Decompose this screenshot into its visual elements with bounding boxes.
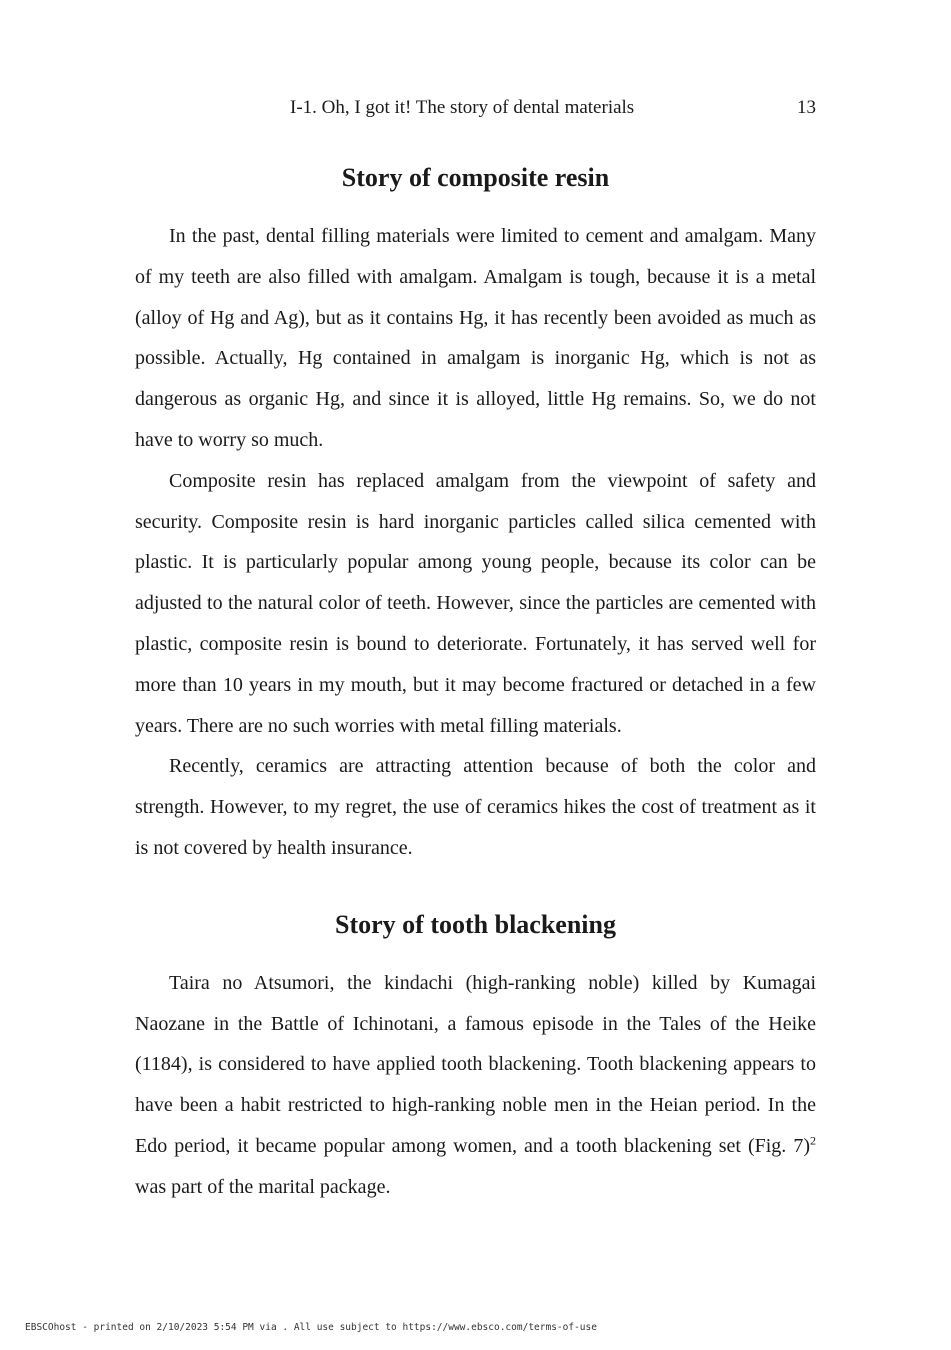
paragraph-text: Taira no Atsumori, the kindachi (high-ranking noble) killed by Kumagai Naozane in the Battle of Ichinotani, a famous episode in the Tales of the Heike (1184), is considered to have applied tooth blackening. Tooth blackening appears to have been a habit restricted to high-ranking noble men in the Heian period. In the Edo period, it became popular among women, and a tooth blackening set (Fig. 7) [135, 971, 816, 1157]
paragraph: Recently, ceramics are attracting attention because of both the color and strength. However, to my regret, the use of ceramics hikes the cost of treatment as it is not covered by health insurance. [135, 755, 816, 859]
ebsco-footer-note: EBSCOhost - printed on 2/10/2023 5:54 PM via . All use subject to https://www.ebsco.com/terms-of-use [25, 1322, 597, 1333]
section-heading-composite-resin: Story of composite resin [341, 163, 610, 192]
page-body [135, 158, 816, 1208]
paragraph [135, 963, 816, 1208]
paragraph: Composite resin has replaced amalgam from the viewpoint of safety and security. Composite resin is hard inorganic particles called silica cemented with plastic. It is particularly popular among young people, because its color can be adjusted to the natural color of teeth. However, since the particles are cemented with plastic, composite resin is bound to deteriorate. Fortunately, it has served well for more than 10 years in my mouth, but it may become fractured or detached in a few years. There are no such worries with metal filling materials. [135, 469, 816, 737]
reference-superscript: 2 [810, 1133, 816, 1148]
running-header [135, 97, 816, 123]
page-number: 13 [797, 97, 816, 118]
running-title: I-1. Oh, I got it! The story of dental materials [290, 97, 635, 118]
paragraph: In the past, dental filling materials were limited to cement and amalgam. Many of my teeth are also filled with amalgam. Amalgam is tough, because it is a metal (alloy of Hg and Ag), but as it contains Hg, it has recently been avoided as much as possible. Actually, Hg contained in amalgam is inorganic Hg, which is not as dangerous as organic Hg, and since it is alloyed, little Hg remains. So, we do not have to worry so much. [135, 225, 816, 451]
section-heading-tooth-blackening: Story of tooth blackening [335, 909, 616, 939]
paragraph-text: was part of the marital package. [135, 1175, 391, 1198]
